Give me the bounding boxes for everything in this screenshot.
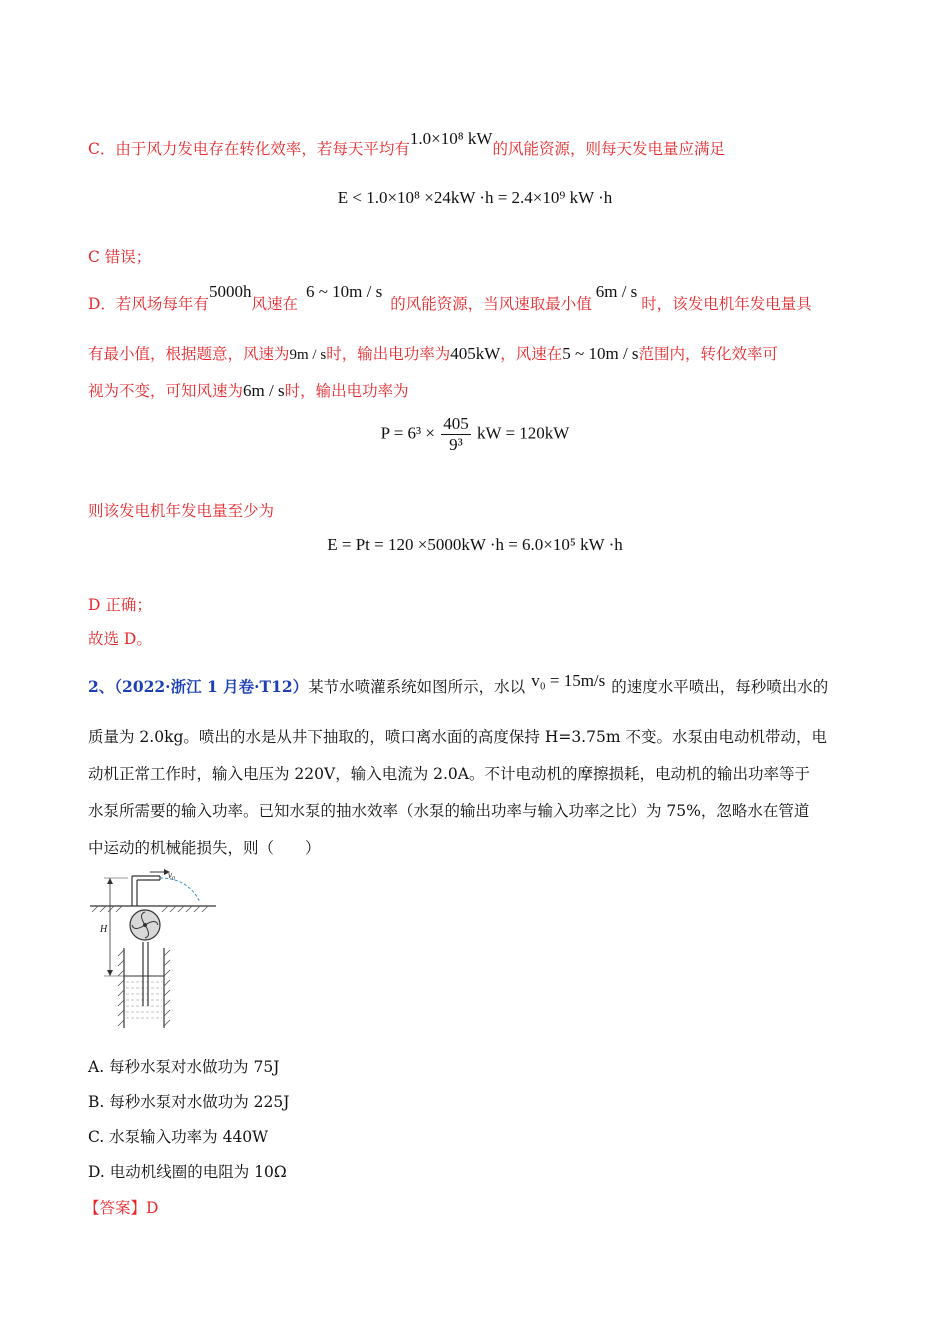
q2-line-2: 质量为 2.0kg。喷出的水是从井下抽取的，喷口离水面的高度保持 H=3.75m 不变。水泵由电动机带动，电 [88,728,827,746]
answer-tag: 【答案】 [84,1199,147,1217]
q2-option-b: B. 每秒水泵对水做功为 225J [88,1093,290,1111]
text: 范围内，转化效率可 [638,345,779,363]
fraction-denominator: 9³ [449,435,463,454]
q2-option-d: D. 电动机线圈的电阻为 10Ω [88,1163,287,1181]
text: 风速在 [251,295,298,313]
q2-line-4: 水泵所需要的输入功率。已知水泵的抽水效率（水泵的输出功率与输入功率之比）为 75%，忽略水在管道 [88,802,810,820]
text: 视为不变，可知风速为 [88,382,244,400]
option-d-line-2 [88,343,778,366]
math-power-resource: 1.0×10⁸ kW [409,129,493,148]
q2-line-1 [88,671,829,698]
label-v0: v₀ [168,870,176,880]
math-speed-6: 6m / s [243,381,285,400]
q2-source: （2022·浙江 1 月卷·T12） [114,677,309,696]
text: 某节水喷灌系统如图所示，水以 [308,678,526,696]
option-d-min-text: 则该发电机年发电量至少为 [88,502,275,520]
option-c-line [88,129,725,160]
fraction [441,414,471,455]
formula-energy-d: E = Pt = 120 ×5000kW ·h = 6.0×10⁵ kW ·h [327,535,623,554]
option-c-text-b: 的风能资源，则每天发电量应满足 [492,140,725,158]
math-hours: 5000h [208,282,252,301]
math-speed-min: 6m / s [595,282,638,301]
math-v0: v₀ = 15m/s [531,671,606,690]
fraction-numerator: 405 [443,414,469,433]
text: 时，该发电机年发电量具 [641,295,812,313]
text: ，风速在 [500,345,563,363]
option-d-line-3 [88,380,409,402]
choose-answer: 故选 D。 [88,630,152,648]
formula-energy-c: E < 1.0×10⁸ ×24kW ·h = 2.4×10⁹ kW ·h [337,188,613,207]
q2-line-3: 动机正常工作时，输入电压为 220V，输入电流为 2.0A。不计电动机的摩擦损耗，电动机的输出功率等于 [88,765,810,783]
text: 的速度水平喷出，每秒喷出水的 [611,678,829,696]
math-speed-range: 6 ~ 10m / s [305,282,383,301]
text: 时，输出电功率为 [284,382,409,400]
option-d-line-1 [88,282,812,315]
text: D．若风场每年有 [88,295,209,313]
label-H: H [100,924,108,935]
q2-option-a: A. 每秒水泵对水做功为 75J [88,1058,280,1076]
math-speed-range-2: 5 ~ 10m / s [562,344,639,363]
q2-line-5: 中运动的机械能损失，则（ ） [88,839,321,857]
math-speed-9: 9m / s [289,347,327,363]
formula-p-left: P = 6³ × [380,423,435,443]
answer-line [84,1197,158,1219]
answer-value: D [146,1199,159,1217]
q2-number: 2、 [88,677,115,696]
option-d-conclusion: D 正确； [88,596,152,614]
text: 有最小值，根据题意，风速为 [88,345,290,363]
text: 的风能资源，当风速取最小值 [390,295,592,313]
option-c-conclusion: C 错误； [88,248,152,266]
formula-p-right: kW = 120kW [476,423,570,443]
text: 时，输出电功率为 [326,345,451,363]
math-power-405: 405kW [450,344,501,363]
formula-power [0,414,950,455]
pump-diagram [88,868,218,1033]
option-c-text: C．由于风力发电存在转化效率，若每天平均有 [88,140,410,158]
q2-option-c: C. 水泵输入功率为 440W [88,1128,269,1146]
